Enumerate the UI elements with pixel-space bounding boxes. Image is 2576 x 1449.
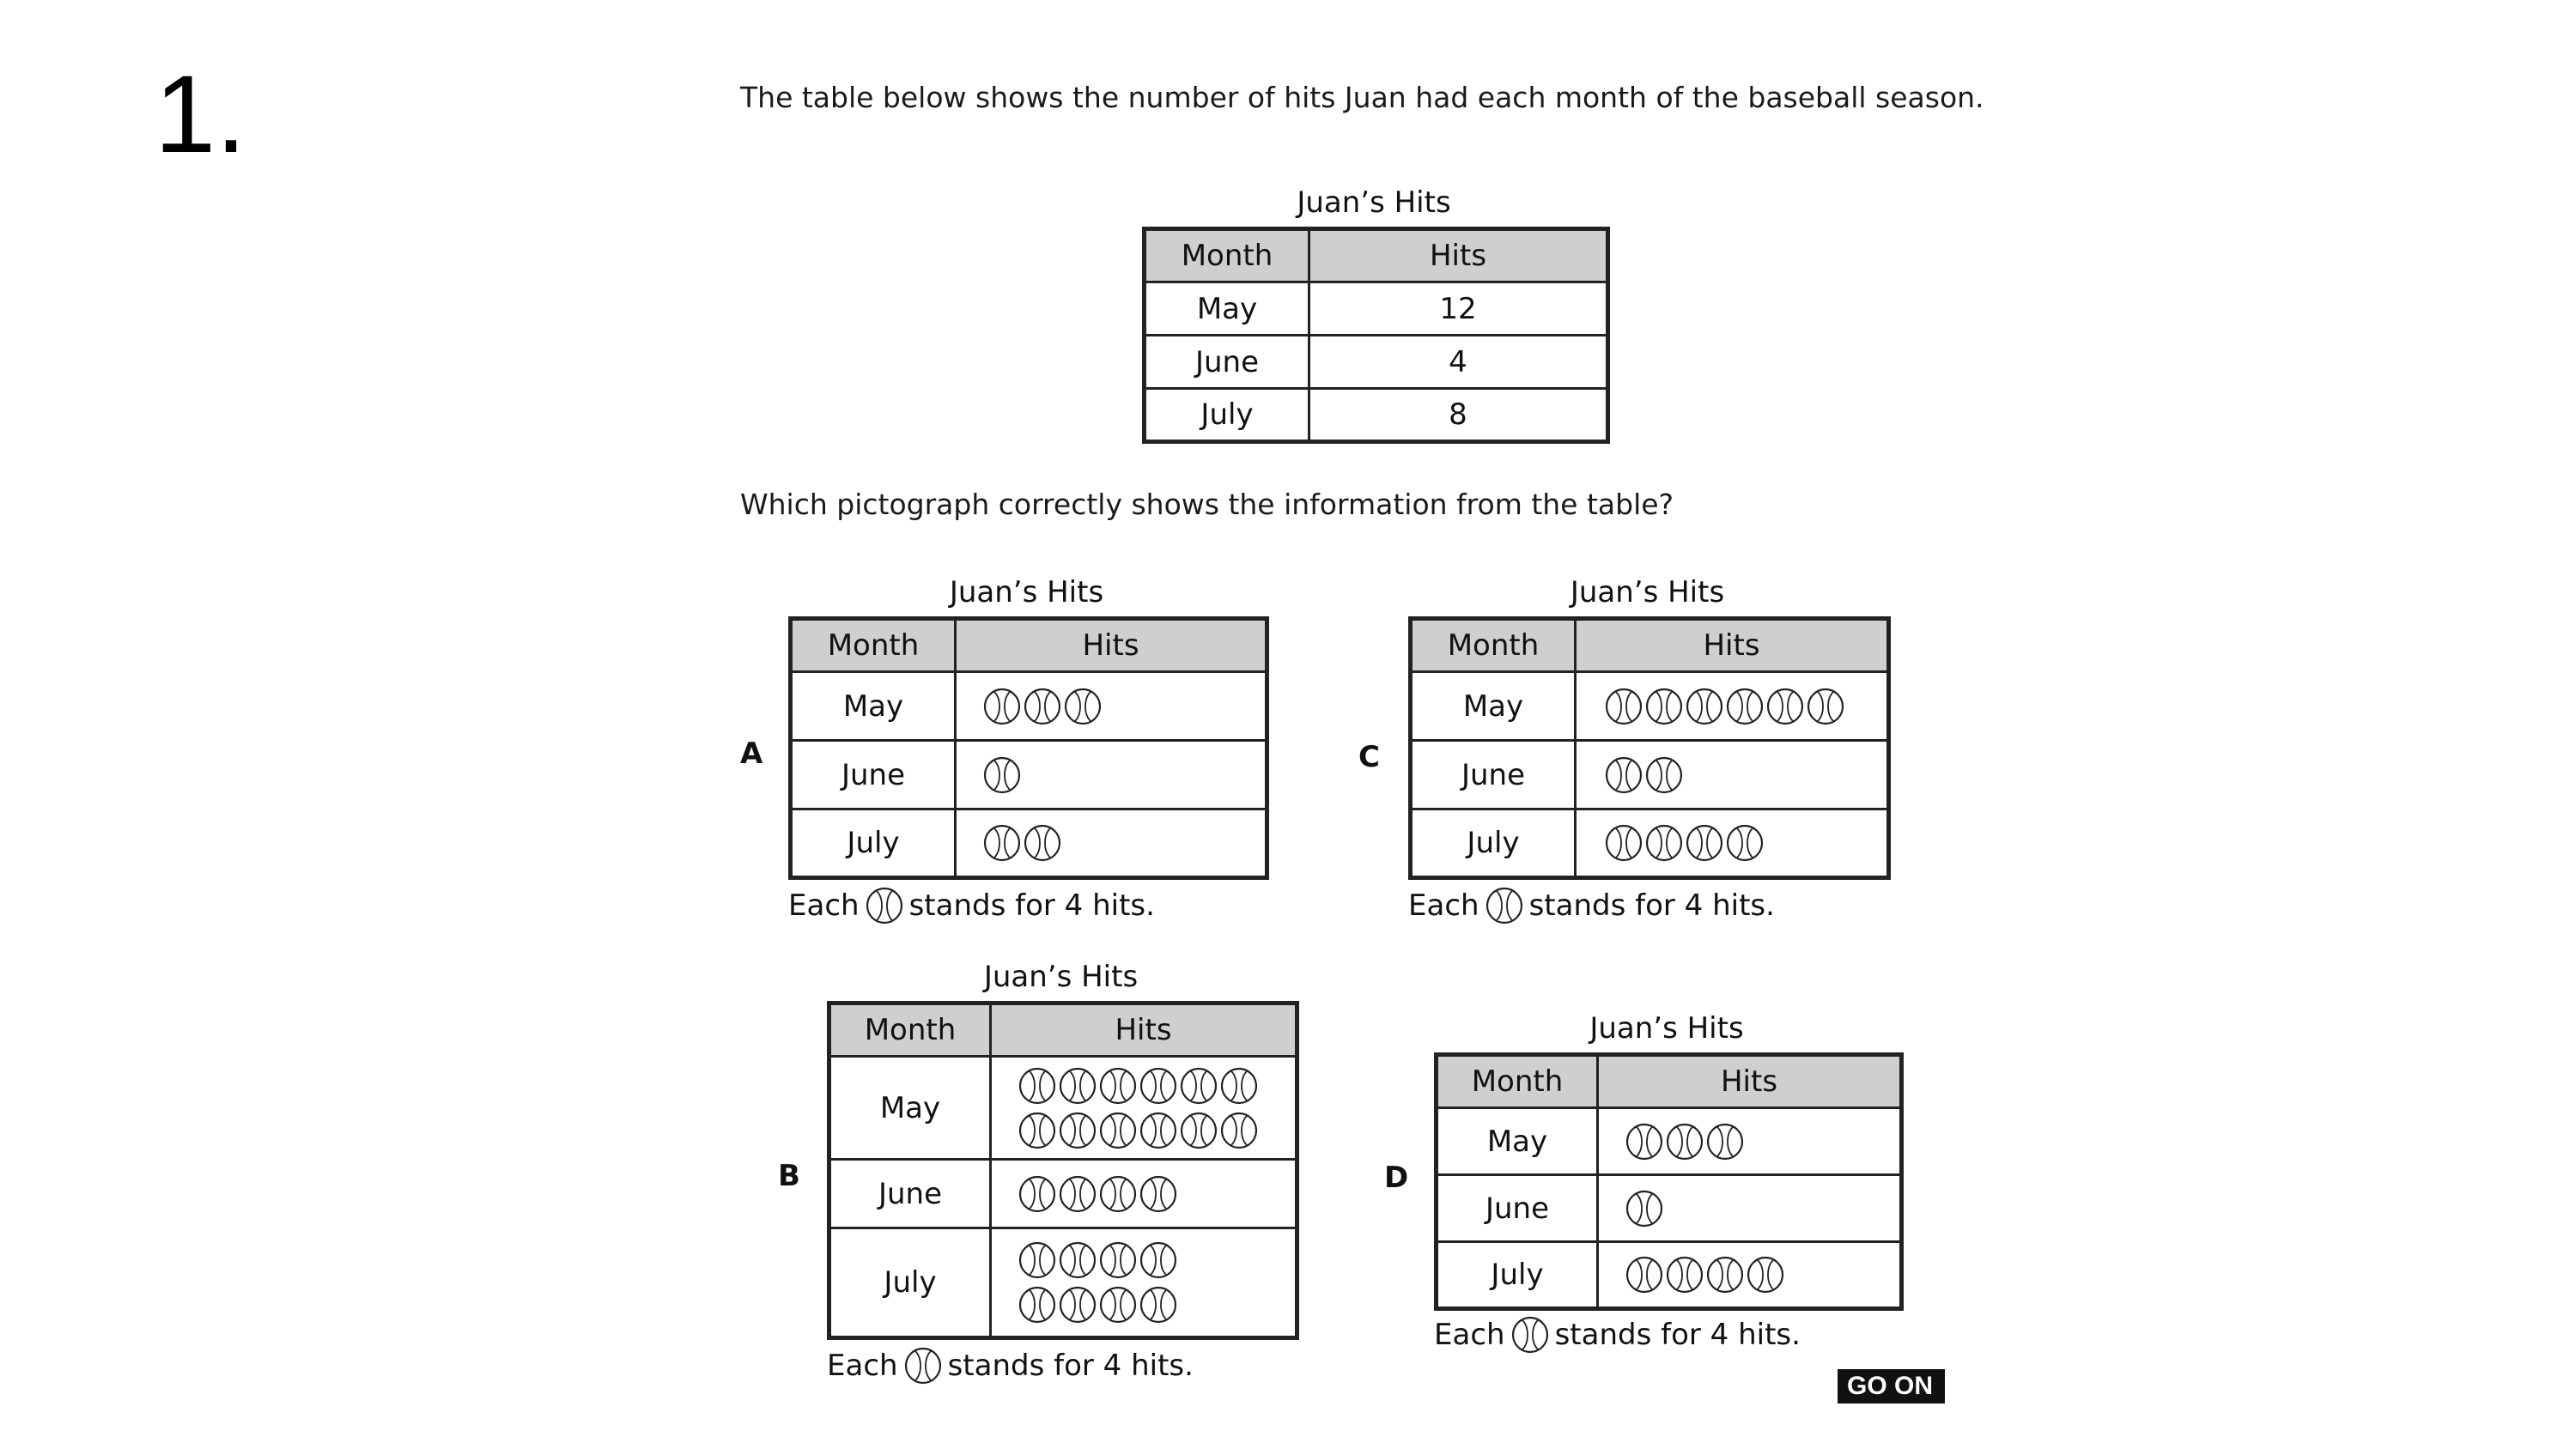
pictograph-b-symbols: [991, 1057, 1297, 1160]
baseball-icon: [1098, 1285, 1138, 1325]
baseball-icon: [1018, 1174, 1057, 1214]
baseball-icon: [1705, 1255, 1745, 1294]
pictograph-c-header-month: Month: [1411, 619, 1576, 672]
baseball-icon-row: [1625, 1255, 1899, 1294]
baseball-icon: [1625, 1122, 1664, 1161]
baseball-icon: [1604, 687, 1643, 726]
option-b-title: Juan’s Hits: [983, 960, 1139, 994]
baseball-icon: [1139, 1111, 1178, 1150]
baseball-icon: [1604, 755, 1643, 795]
data-table-header-hits: Hits: [1309, 229, 1608, 282]
pictograph-a-month: July: [791, 809, 956, 878]
baseball-icon-row: [1018, 1240, 1295, 1280]
baseball-icon: [1604, 823, 1643, 863]
baseball-icon-row: [1018, 1285, 1295, 1325]
baseball-icon: [1765, 687, 1805, 726]
option-letter-d: D: [1384, 1161, 1409, 1195]
baseball-icon: [1058, 1240, 1097, 1280]
baseball-icon: [982, 687, 1022, 726]
pictograph-b-symbols: [991, 1228, 1297, 1338]
pictograph-a-symbols: [956, 672, 1267, 741]
baseball-icon: [1058, 1111, 1097, 1150]
baseball-icon-row: [982, 755, 1265, 795]
question-number: 1.: [155, 53, 246, 176]
question-text: Which pictograph correctly shows the information from the table?: [740, 488, 1674, 521]
pictograph-a-symbols: [956, 741, 1267, 809]
pictograph-c-month: June: [1411, 741, 1576, 809]
baseball-icon: [1725, 687, 1765, 726]
pictograph-d-month: June: [1437, 1175, 1598, 1242]
pictograph-d-header-month: Month: [1437, 1055, 1598, 1108]
baseball-icon: [1018, 1240, 1057, 1280]
pictograph-b-symbols: [991, 1160, 1297, 1228]
pictograph-b-header-month: Month: [829, 1003, 991, 1057]
baseball-icon: [1746, 1255, 1785, 1294]
baseball-icon-row: [1018, 1066, 1295, 1106]
data-table-title: Juan’s Hits: [1297, 185, 1451, 220]
pictograph-a-header-hits: Hits: [956, 619, 1267, 672]
pictograph-a: [788, 616, 1269, 880]
pictograph-d-month: July: [1437, 1242, 1598, 1309]
option-a-title: Juan’s Hits: [949, 575, 1104, 609]
option-letter-c: C: [1358, 740, 1380, 774]
baseball-icon: [1098, 1174, 1138, 1214]
pictograph-c-symbols: [1576, 741, 1889, 809]
baseball-icon: [1806, 687, 1845, 726]
baseball-icon: [1625, 1189, 1664, 1228]
pictograph-d-month: May: [1437, 1108, 1598, 1175]
pictograph-a-symbols: [956, 809, 1267, 878]
data-table-header-month: Month: [1145, 229, 1309, 282]
option-a-key: [788, 886, 1155, 925]
pictograph-c-month: May: [1411, 672, 1576, 741]
option-b-key: [827, 1346, 1194, 1385]
key-suffix: stands for 4 hits.: [1528, 888, 1775, 923]
baseball-icon: [1705, 1122, 1745, 1161]
pictograph-a-month: June: [791, 741, 956, 809]
data-table: [1142, 227, 1610, 444]
option-c-key: [1408, 886, 1775, 925]
baseball-icon-row: [1018, 1111, 1295, 1150]
baseball-icon: [1139, 1285, 1178, 1325]
baseball-icon-row: [1604, 687, 1886, 726]
pictograph-b-month: July: [829, 1228, 991, 1338]
baseball-icon: [1139, 1174, 1178, 1214]
pictograph-b-month: May: [829, 1057, 991, 1160]
pictograph-d-symbols: [1598, 1242, 1902, 1309]
baseball-icon: [1219, 1111, 1259, 1150]
baseball-icon: [1139, 1240, 1178, 1280]
baseball-icon: [1685, 823, 1724, 863]
key-suffix: stands for 4 hits.: [908, 888, 1155, 923]
baseball-icon: [982, 823, 1022, 863]
key-prefix: Each: [827, 1349, 898, 1383]
key-prefix: Each: [1434, 1318, 1505, 1352]
baseball-icon-row: [1604, 755, 1886, 795]
baseball-icon: [1510, 1315, 1550, 1355]
baseball-icon-row: [982, 823, 1265, 863]
baseball-icon: [1644, 687, 1684, 726]
baseball-icon: [982, 755, 1022, 795]
pictograph-c-month: July: [1411, 809, 1576, 878]
baseball-icon: [1018, 1285, 1057, 1325]
baseball-icon: [865, 886, 904, 925]
baseball-icon: [1098, 1240, 1138, 1280]
baseball-icon: [1139, 1066, 1178, 1106]
pictograph-d-header-hits: Hits: [1598, 1055, 1902, 1108]
baseball-icon: [1685, 687, 1724, 726]
baseball-icon: [1018, 1066, 1057, 1106]
option-letter-b: B: [778, 1159, 800, 1193]
data-table-hits: 8: [1309, 389, 1608, 442]
baseball-icon: [1023, 687, 1062, 726]
pictograph-d: [1434, 1052, 1904, 1311]
baseball-icon: [1098, 1111, 1138, 1150]
baseball-icon: [1725, 823, 1765, 863]
pictograph-c-symbols: [1576, 809, 1889, 878]
option-d-key: [1434, 1315, 1801, 1355]
pictograph-c: [1408, 616, 1891, 880]
key-suffix: stands for 4 hits.: [1554, 1318, 1801, 1352]
baseball-icon: [1023, 823, 1062, 863]
baseball-icon: [1179, 1066, 1218, 1106]
baseball-icon: [1058, 1066, 1097, 1106]
data-table-month: June: [1145, 336, 1309, 389]
baseball-icon: [1058, 1174, 1097, 1214]
baseball-icon: [1098, 1066, 1138, 1106]
baseball-icon: [903, 1346, 943, 1385]
baseball-icon: [1063, 687, 1103, 726]
data-table-month: May: [1145, 282, 1309, 336]
go-on-label: GO ON: [1838, 1369, 1945, 1404]
pictograph-d-symbols: [1598, 1175, 1902, 1242]
pictograph-b-month: June: [829, 1160, 991, 1228]
baseball-icon: [1665, 1122, 1704, 1161]
pictograph-b: [827, 1001, 1299, 1340]
baseball-icon: [1644, 823, 1684, 863]
baseball-icon-row: [1604, 823, 1886, 863]
key-suffix: stands for 4 hits.: [947, 1349, 1194, 1383]
baseball-icon-row: [1625, 1189, 1899, 1228]
baseball-icon: [1644, 755, 1684, 795]
data-table-month: July: [1145, 389, 1309, 442]
baseball-icon-row: [1018, 1174, 1295, 1214]
intro-text: The table below shows the number of hits Juan had each month of the baseball season.: [740, 81, 1984, 114]
baseball-icon-row: [982, 687, 1265, 726]
option-d-title: Juan’s Hits: [1589, 1011, 1744, 1046]
baseball-icon: [1625, 1255, 1664, 1294]
baseball-icon: [1665, 1255, 1704, 1294]
baseball-icon-row: [1625, 1122, 1899, 1161]
pictograph-c-symbols: [1576, 672, 1889, 741]
baseball-icon: [1058, 1285, 1097, 1325]
baseball-icon: [1485, 886, 1524, 925]
key-prefix: Each: [788, 888, 860, 923]
pictograph-d-symbols: [1598, 1108, 1902, 1175]
option-c-title: Juan’s Hits: [1570, 575, 1725, 609]
baseball-icon: [1018, 1111, 1057, 1150]
pictograph-a-header-month: Month: [791, 619, 956, 672]
pictograph-a-month: May: [791, 672, 956, 741]
data-table-hits: 4: [1309, 336, 1608, 389]
pictograph-b-header-hits: Hits: [991, 1003, 1297, 1057]
option-letter-a: A: [740, 737, 763, 771]
key-prefix: Each: [1408, 888, 1479, 923]
baseball-icon: [1219, 1066, 1259, 1106]
pictograph-c-header-hits: Hits: [1576, 619, 1889, 672]
data-table-hits: 12: [1309, 282, 1608, 336]
baseball-icon: [1179, 1111, 1218, 1150]
